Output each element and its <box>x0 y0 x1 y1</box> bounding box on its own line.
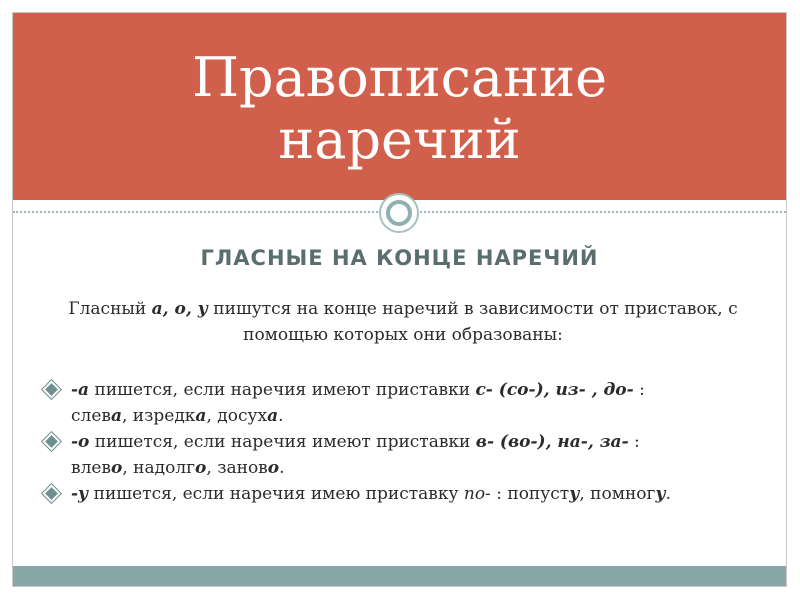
example-sep: . <box>665 484 672 504</box>
rule-prefixes: по- <box>463 484 491 504</box>
rule-prefixes: в- (во-), на-, за- <box>475 432 629 452</box>
intro-vowels: а, о, у <box>151 299 208 319</box>
intro-text-2: пишутся на конце наречий в зависимости от приставок, с помощью которых они образованы: <box>207 299 738 345</box>
example-ending: а <box>110 406 122 426</box>
bullet-icon <box>43 429 71 448</box>
example-sep: . <box>278 406 284 426</box>
list-item <box>43 377 743 429</box>
example-ending: а <box>195 406 207 426</box>
rule-colon: : <box>633 380 645 400</box>
example-stem: досух <box>217 406 268 426</box>
title-band <box>13 13 786 200</box>
example-sep: , <box>122 458 134 478</box>
rules-list <box>43 377 743 507</box>
list-item <box>43 429 743 481</box>
example-stem: слев <box>71 406 111 426</box>
bullet-icon <box>43 481 71 500</box>
slide-title <box>192 47 607 171</box>
rule-description: пишется, если наречия имеют приставки <box>89 432 476 452</box>
title-line-1: Правописание <box>191 45 608 109</box>
rule-colon: : <box>628 432 640 452</box>
rule-prefixes: с- (со-), из- , до- <box>475 380 634 400</box>
rule-description: пишется, если наречия имею приставку <box>88 484 464 504</box>
example-stem: надолг <box>133 458 196 478</box>
diamond-bullet-icon <box>42 484 60 502</box>
rule-text <box>71 377 743 429</box>
diamond-bullet-icon <box>42 380 60 398</box>
example-sep: , <box>206 458 218 478</box>
example-stem: попуст <box>507 484 570 504</box>
example-ending: о <box>267 458 280 478</box>
example-stem: занов <box>217 458 268 478</box>
example-ending: а <box>267 406 279 426</box>
section-heading: ГЛАСНЫЕ НА КОНЦЕ НАРЕЧИЙ <box>200 246 599 270</box>
example-ending: о <box>111 458 123 478</box>
circle-ornament-inner <box>386 200 412 226</box>
rule-ending: -у <box>71 484 89 504</box>
rule-text <box>71 429 743 481</box>
example-sep: . <box>279 458 285 478</box>
example-ending: о <box>195 458 207 478</box>
rule-description: пишется, если наречия имеют приставки <box>89 380 476 400</box>
example-sep: , <box>206 406 218 426</box>
example-sep: , <box>121 406 133 426</box>
intro-text-1: Гласный <box>68 299 152 319</box>
slide <box>12 12 787 587</box>
intro-paragraph <box>53 296 753 348</box>
rule-ending: -о <box>71 432 90 452</box>
rule-colon: : <box>490 484 508 504</box>
footer-band <box>13 566 786 586</box>
bullet-icon <box>43 377 71 396</box>
rule-ending: -а <box>71 380 90 400</box>
example-stem: влев <box>71 458 112 478</box>
example-sep: , <box>579 484 591 504</box>
rule-text <box>71 481 743 507</box>
circle-ornament <box>379 193 419 233</box>
example-ending: у <box>655 484 666 504</box>
diamond-bullet-icon <box>42 432 60 450</box>
example-stem: помног <box>590 484 656 504</box>
example-stem: изредк <box>132 406 196 426</box>
example-ending: у <box>569 484 580 504</box>
title-line-2: наречий <box>278 107 521 171</box>
list-item <box>43 481 743 507</box>
